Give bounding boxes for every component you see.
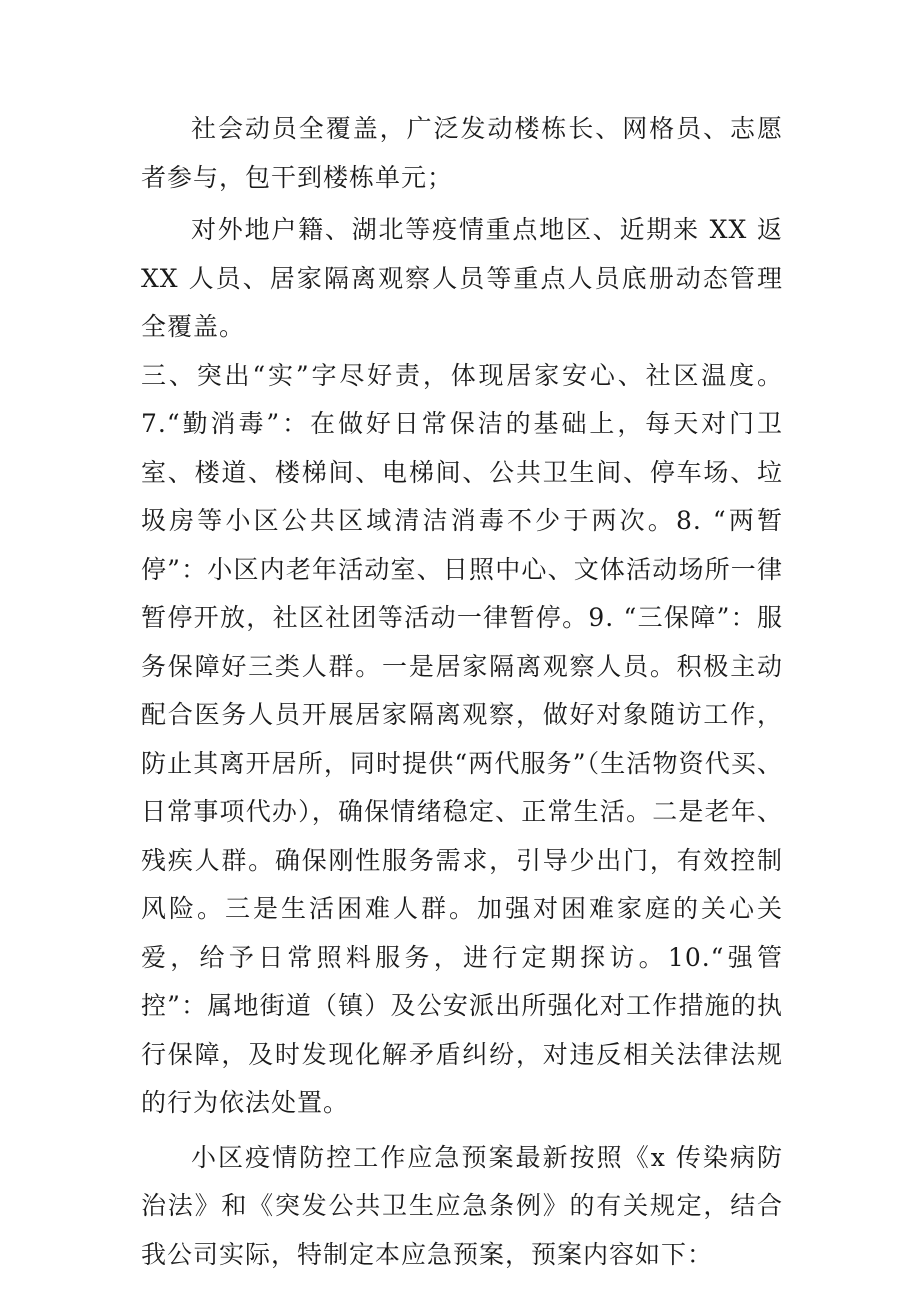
paragraph-section-three: 三、突出“实”字尽好责，体现居家安心、社区温度。7.“勤消毒”：在做好日常保洁的基础上，每天对门卫室、楼道、楼梯间、电梯间、公共卫生间、停车场、垃圾房等小区公共区域清洁消毒不少于两次。8. “两暂停”：小区内老年活动室、日照中心、文体活动场所一律暂停开放，社区社团等活动一律暂停。9. “三保障”：服务保障好三类人群。一是居家隔离观察人员。积极主动配合医务人员开展居家隔离观察，做好对象随访工作，防止其离开居所，同时提供“两代服务”（生活物资代买、日常事项代办），确保情绪稳定、正常生活。二是老年、残疾人群。确保刚性服务需求，引导少出门，有效控制风险。三是生活困难人群。加强对困难家庭的关心关爱，给予日常照料服务，进行定期探访。10.“强管控”：属地街道（镇）及公安派出所强化对工作措施的执行保障，及时发现化解矛盾纠纷，对违反相关法律法规的行为依法处置。 — [141, 360, 783, 1117]
document-body — [141, 105, 783, 1279]
paragraph-key-personnel: 对外地户籍、湖北等疫情重点地区、近期来 XX 返 XX 人员、居家隔离观察人员等重点人员底册动态管理全覆盖。 — [141, 215, 783, 341]
paragraph-emergency-plan: 小区疫情防控工作应急预案最新按照《x 传染病防治法》和《突发公共卫生应急条例》的有关规定，结合我公司实际，特制定本应急预案，预案内容如下： — [141, 1142, 783, 1269]
paragraph-social-mobilization: 社会动员全覆盖，广泛发动楼栋长、网格员、志愿者参与，包干到楼栋单元； — [141, 114, 783, 192]
